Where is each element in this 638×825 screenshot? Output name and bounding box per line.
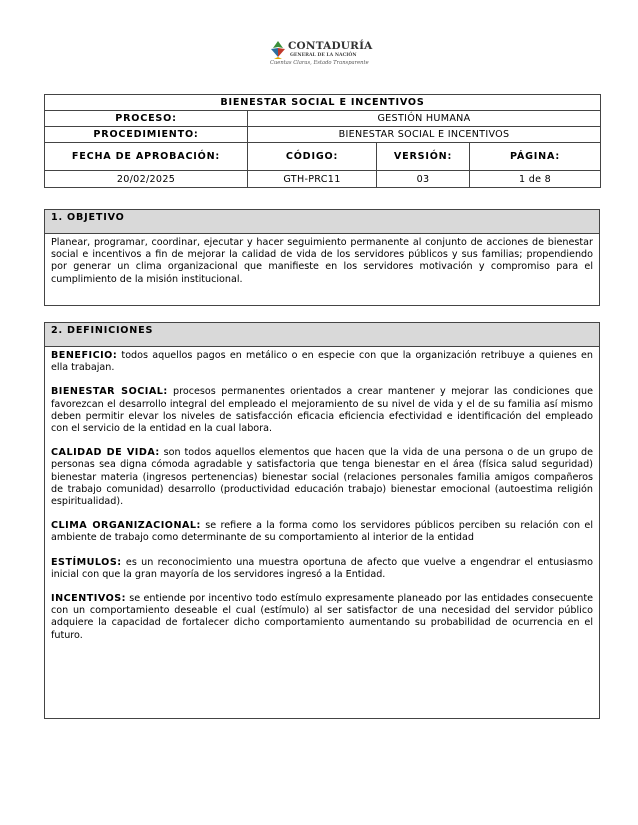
logo-name: CONTADURÍA [288, 40, 373, 52]
definition-text: se refiere a la forma como los servidores públicos perciben su relación con el ambiente de trabajo como determinante de su comportamiento al interior de la entidad [51, 520, 593, 544]
procedimiento-label: PROCEDIMIENTO: [45, 127, 248, 143]
definition-term: BIENESTAR SOCIAL: [51, 386, 168, 398]
definition-term: CALIDAD DE VIDA: [51, 447, 160, 459]
definition-term: INCENTIVOS: [51, 593, 126, 605]
definition-item [51, 520, 593, 544]
fecha-label: FECHA DE APROBACIÓN: [45, 143, 248, 171]
version-label: VERSIÓN: [377, 143, 470, 171]
logo-slogan: Cuentas Claras, Estado Transparente [270, 60, 369, 66]
definition-text: todos aquellos pagos en metálico o en especie con que la organización retribuye a quienes en ella trabajan. [51, 350, 593, 374]
proceso-value: GESTIÓN HUMANA [248, 111, 601, 127]
objetivo-section [44, 209, 600, 306]
contaduria-logo [268, 40, 374, 70]
logo-emblem-icon [268, 40, 288, 60]
definition-term: CLIMA ORGANIZACIONAL: [51, 520, 201, 532]
objetivo-text: Planear, programar, coordinar, ejecutar y hacer seguimiento permanente al conjunto de acciones de bienestar social e incentivos a fin de mejorar la calidad de vida de los servidores públicos y sus familias; propendiendo por generar un clima organizacional que manifieste en los servidores motivación y compromiso para el cumplimiento de la misión institucional. [51, 237, 593, 285]
fecha-value: 20/02/2025 [45, 171, 248, 188]
document-title: BIENESTAR SOCIAL E INCENTIVOS [45, 95, 601, 111]
definition-text: procesos permanentes orientados a crear mantener y mejorar las condiciones que favorezcan el desarrollo integral del empleado el mejoramiento de su nivel de vida y el de su familia así mismo deben permitir elevar los niveles de satisfacción eficacia eficiencia efectividad e identificación del empleado con el servicio de la entidad en la cual labora. [51, 386, 593, 435]
objetivo-heading: 1. OBJETIVO [45, 210, 599, 234]
definition-term: BENEFICIO: [51, 350, 118, 361]
version-value: 03 [377, 171, 470, 188]
definition-term: ESTÍMULOS: [51, 556, 122, 568]
definition-item [51, 350, 593, 374]
logo-subname: GENERAL DE LA NACIÓN [290, 53, 357, 58]
codigo-label: CÓDIGO: [248, 143, 377, 171]
definiciones-section [44, 322, 600, 719]
definition-item [51, 386, 593, 435]
document-header-table [44, 94, 601, 188]
pagina-label: PÁGINA: [470, 143, 601, 171]
definition-text: son todos aquellos elementos que hacen que la vida de una persona o de un grupo de personas sea digna cómoda agradable y satisfactoria que tenga bienestar en el área (física salud seguridad) bienestar materia (ingresos pertenencias) bienestar social (relaciones personales familia amigos compañeros de trabajo comunidad) desarrollo (productividad educación trabajo) bienestar emocional (autoestima religión espiritualidad). [51, 447, 593, 508]
proceso-label: PROCESO: [45, 111, 248, 127]
codigo-value: GTH-PRC11 [248, 171, 377, 188]
definition-item [51, 447, 593, 508]
definition-item [51, 557, 593, 581]
procedimiento-value: BIENESTAR SOCIAL E INCENTIVOS [248, 127, 601, 143]
pagina-value: 1 de 8 [470, 171, 601, 188]
definition-text: es un reconocimiento una muestra oportuna de afecto que vuelve a engendrar el entusiasmo inicial con que la gran mayoría de los servidores ingresó a la Entidad. [51, 556, 593, 580]
definition-text: se entiende por incentivo todo estímulo expresamente planeado por las entidades consecuente con un comportamiento deseable el cual (estímulo) al ser satisfactor de una necesidad del servidor público adquiere la capacidad de fortalecer dicho comportamiento aumentando su probabilidad de ocurrencia en el futuro. [51, 593, 593, 641]
definiciones-heading: 2. DEFINICIONES [45, 323, 599, 347]
definition-item [51, 593, 593, 642]
